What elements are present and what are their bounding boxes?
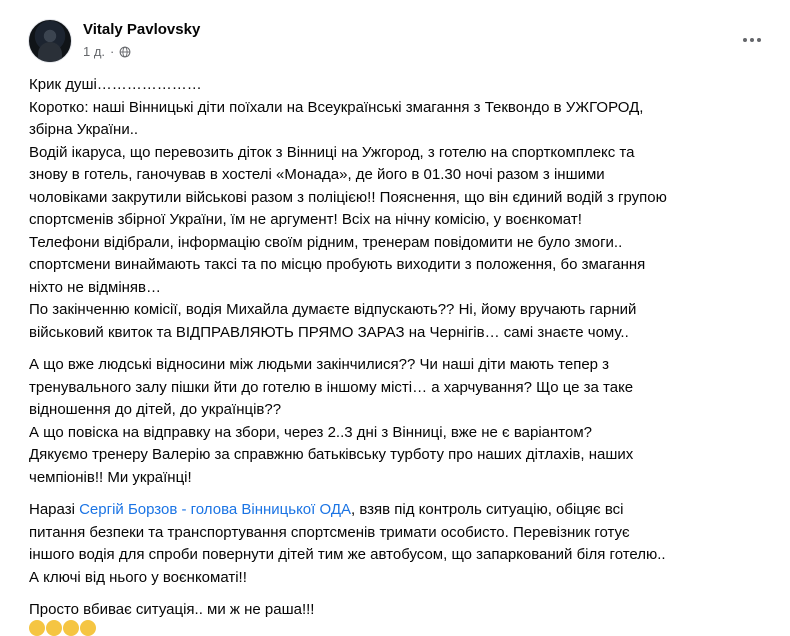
author-name[interactable]: Vitaly Pavlovsky <box>83 21 201 38</box>
text-line: Водій ікаруса, що перевозить діток з Вінниці на Ужгород, з готелю на спорткомплекс та <box>29 143 635 161</box>
text-line: А що вже людські відносини між людьми закінчилися?? Чи наші діти мають тепер з <box>29 356 610 373</box>
paragraph-3 <box>29 499 769 589</box>
post-text <box>29 74 769 632</box>
emoji-icon <box>63 620 79 636</box>
text-line: чоловіками закрутили військові разом з поліцією!! Пояснення, що він єдиний водій з групою <box>29 188 667 206</box>
text-line: Крик душі………………… <box>29 76 202 93</box>
emoji-icon <box>80 620 96 636</box>
paragraph-1 <box>29 74 769 344</box>
text-line: військовий квиток та ВІДПРАВЛЯЮТЬ ПРЯМО ЗАРАЗ на Чернігів… самі знаєте чому.. <box>29 323 629 341</box>
text-line: відношення до дітей, до українців?? <box>29 401 282 418</box>
post-meta <box>83 44 131 59</box>
text-line: спортсмени винаймають таксі та по місцю пробують виходити з положення, бо змагання <box>29 256 646 273</box>
emoji-icon <box>46 620 62 636</box>
text-prefix: Наразі <box>29 501 80 518</box>
text-line: Дякуємо тренеру Валерію за справжню батьківську турботу про наших дітлахів, наших <box>29 446 634 463</box>
text-suffix: , взяв під контроль ситуацію, обіцяє всі <box>350 501 624 518</box>
emoji-row <box>29 620 96 636</box>
post-header <box>28 14 770 62</box>
text-line: Телефони відібрали, інформацію своїм рідним, тренерам повідомити не було змоги.. <box>29 233 623 251</box>
post-time[interactable]: 1 д. <box>83 44 106 59</box>
text-line: Коротко: наші Вінницькі діти поїхали на Всеукраїнські змагання з Теквондо в УЖГОРОД, <box>29 98 644 116</box>
text-line: тренувального залу пішки йти до готелю в іншому місті… а харчування? Що це за таке <box>29 378 634 396</box>
text-line: А ключі від нього у воєнкоматі!! <box>29 568 247 586</box>
text-line: По закінченню комісії, водія Михайла думаєте відпускають?? Ні, йому вручають гарний <box>29 301 637 318</box>
emoji-icon <box>29 620 45 636</box>
text-line: питання безпеки та транспортування спортсменів тримати особисто. Перевізник готує <box>29 523 630 541</box>
text-line: збірна України.. <box>29 121 139 138</box>
more-horizontal-icon <box>743 38 761 42</box>
text-line: ніхто не відміняв… <box>29 278 162 296</box>
text-line: іншого водія для спроби повернути дітей тим же автобусом, що запаркований біля готелю.. <box>29 546 666 563</box>
paragraph-2 <box>29 354 769 489</box>
mention-link[interactable]: Сергій Борзов - голова Вінницької ОДА <box>79 501 351 518</box>
text-line: знову в готель, ганочував в хостелі «Монада», де його в 01.30 ночі разом з іншими <box>29 166 605 183</box>
text-line: спортсменів збірної України, їм не аргумент! Всіх на нічну комісію, у воєнкомат! <box>29 211 582 228</box>
text-line: чемпіонів!! Ми українці! <box>29 468 192 486</box>
text-line: А що повіска на відправку на збори, через 2..3 дні з Вінниці, вже не є варіантом? <box>29 423 593 441</box>
avatar[interactable] <box>28 19 72 63</box>
paragraph-4 <box>29 599 769 622</box>
text-line: Просто вбиває ситуація.. ми ж не раша!!! <box>29 601 315 618</box>
more-options-button[interactable] <box>734 22 770 58</box>
text-line <box>29 499 769 522</box>
meta-separator: · <box>110 44 115 59</box>
globe-icon[interactable] <box>119 46 131 58</box>
